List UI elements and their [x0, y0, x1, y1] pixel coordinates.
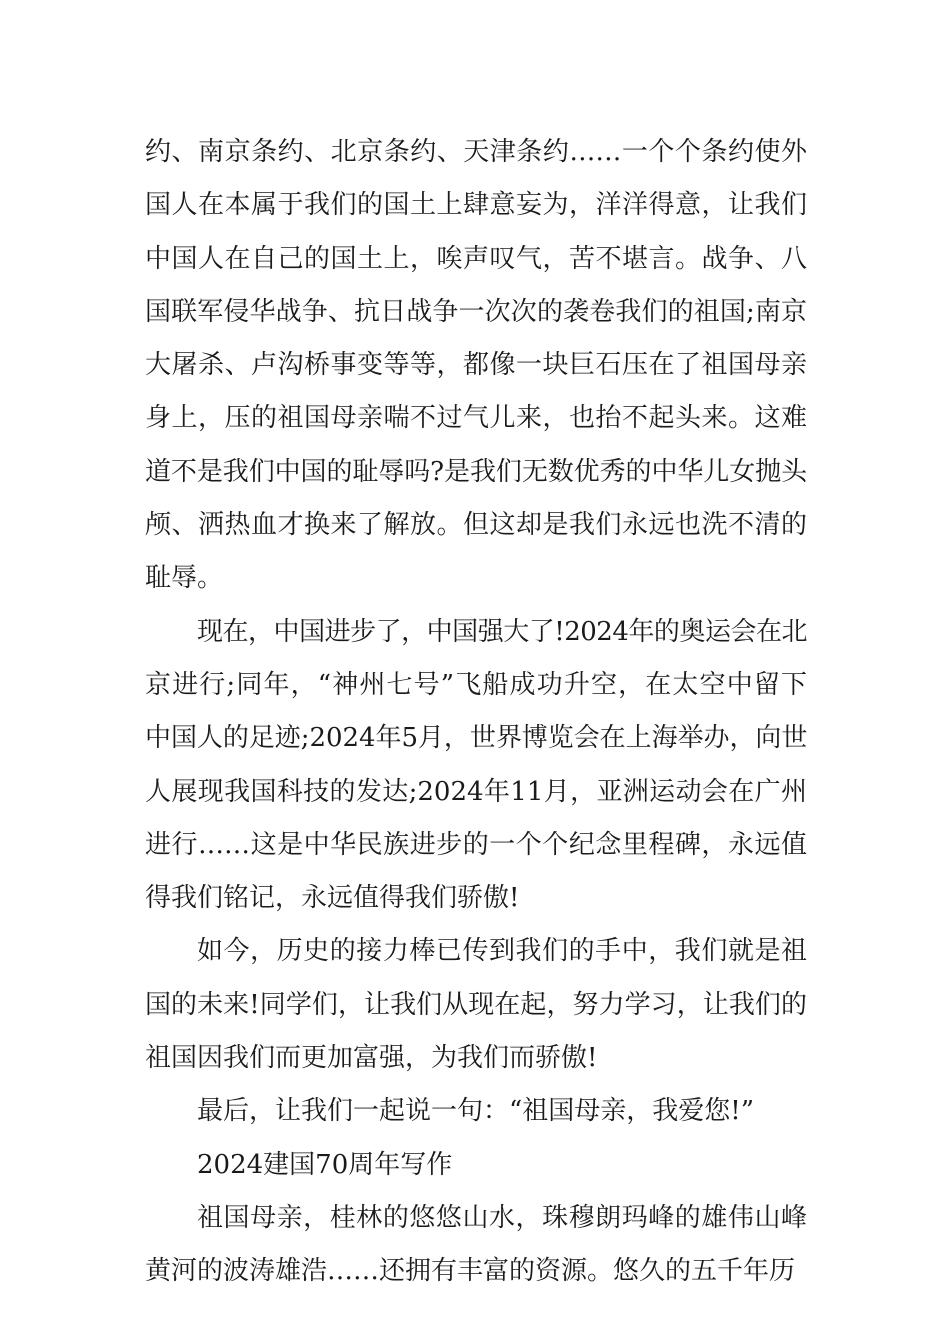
text-line: 祖国母亲，桂林的悠悠山水，珠穆朗玛峰的雄伟山峰 [197, 1202, 807, 1233]
paragraph [145, 1192, 807, 1299]
paragraph [145, 606, 807, 926]
text-line: 中国人的足迹;2024年5月，世界博览会在上海举办，向世 [145, 723, 808, 754]
text-line: 颅、洒热血才换来了解放。但这却是我们永远也洗不清的 [145, 510, 807, 541]
text-line: 黄河的波涛雄浩……还拥有丰富的资源。悠久的五千年历 [145, 1256, 796, 1287]
text-line: 大屠杀、卢沟桥事变等等，都像一块巨石压在了祖国母亲 [145, 350, 807, 381]
paragraph [145, 126, 807, 606]
text-line: 2024建国70周年写作 [197, 1149, 453, 1180]
paragraph [145, 1139, 807, 1192]
text-line: 中国人在自己的国土上，唉声叹气，苦不堪言。战争、八 [145, 243, 807, 274]
text-line: 国的未来!同学们，让我们从现在起，努力学习，让我们的 [145, 989, 807, 1020]
text-line: 身上，压的祖国母亲喘不过气儿来，也抬不起头来。这难 [145, 403, 807, 434]
text-line: 京进行;同年，“神州七号”飞船成功升空，在太空中留下 [145, 669, 807, 700]
text-line: 进行……这是中华民族进步的一个个纪念里程碑，永远值 [145, 829, 807, 860]
document-body [145, 126, 807, 1299]
text-line: 人展现我国科技的发达;2024年11月，亚洲运动会在广州 [145, 776, 807, 807]
text-line: 国人在本属于我们的国土上肆意妄为，洋洋得意，让我们 [145, 190, 807, 221]
text-line: 最后，让我们一起说一句：“祖国母亲，我爱您!” [197, 1096, 755, 1127]
text-line: 约、南京条约、北京条约、天津条约……一个个条约使外 [145, 137, 807, 167]
paragraph [145, 1085, 807, 1138]
text-line: 现在，中国进步了，中国强大了!2024年的奥运会在北 [197, 616, 807, 647]
text-line: 祖国因我们而更加富强，为我们而骄傲! [145, 1043, 598, 1074]
paragraph [145, 925, 807, 1085]
text-line: 得我们铭记，永远值得我们骄傲! [145, 883, 520, 914]
text-line: 道不是我们中国的耻辱吗?是我们无数优秀的中华儿女抛头 [145, 456, 807, 487]
text-line: 国联军侵华战争、抗日战争一次次的袭卷我们的祖国;南京 [145, 296, 807, 327]
text-line: 如今，历史的接力棒已传到我们的手中，我们就是祖 [197, 936, 807, 967]
text-line: 耻辱。 [145, 563, 224, 594]
